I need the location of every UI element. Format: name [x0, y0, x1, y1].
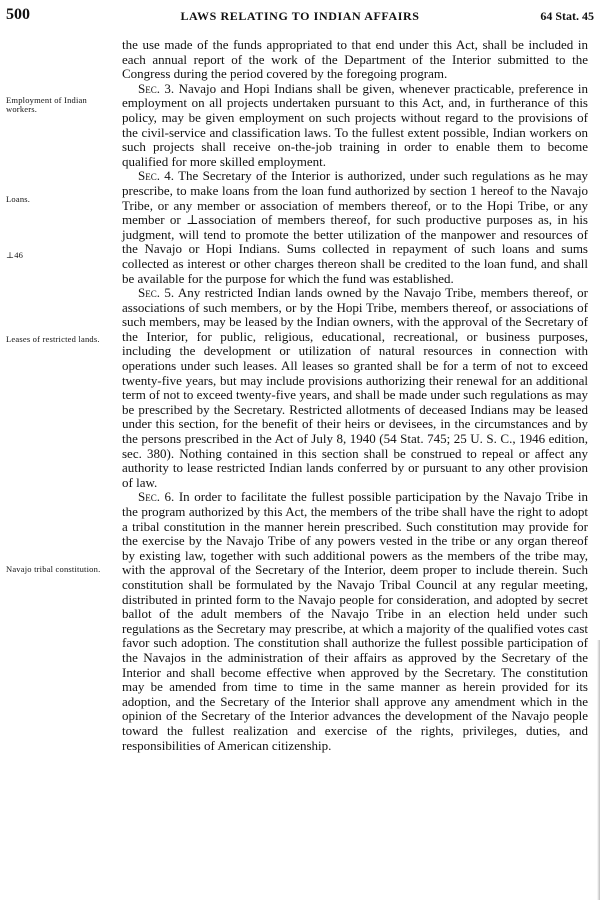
statute-reference: 64 Stat. 45 [540, 9, 594, 23]
margin-note-tribal-constitution: Navajo tribal constitution. [6, 564, 101, 574]
section-4-text: The Secretary of the Interior is authorized, under such regulations as he may prescribe, to make loans from the loan fund authorized by section 1 hereof to the Navajo Tribe, or any member or association of members thereof, or to the Hopi Tribe, or any member or ⊥association of members thereof, for such productive purposes as, in his judgment, will tend to promote the better utilization of the manpower and resources of the Navajo or Hopi Indians. Sums collected in repayment of such loans and sums collected as interest or other charges thereon shall be credited to the loan fund, and shall be available for the purpose for which the fund was established. [122, 168, 588, 286]
continuation-paragraph: the use made of the funds appropriated to that end under this Act, shall be included in each annual report of the work of the Department of the Interior submitted to the Congress during the period covered by the foregoing program. [122, 37, 588, 82]
section-6-paragraph [122, 490, 588, 753]
running-title: LAWS RELATING TO INDIAN AFFAIRS [180, 9, 420, 23]
margin-note-employment: Employment of Indian workers. [6, 95, 87, 114]
statute-body [122, 38, 588, 753]
section-4-label: Sec. 4. [138, 168, 175, 184]
section-6-text: In order to facilitate the fullest possible participation by the Navajo Tribe in the program authorized by this Act, the members of the tribe shall have the right to adopt a tribal constitution in the manner herein prescribed. Such constitution may provide for the exercise by the Navajo Tribe of any powers vested in the tribe or any organ thereof by existing law, together with such additional powers as the members of the tribe may, with the approval of the Secretary of the Interior, deem proper to include therein. Such constitution shall be formulated by the Navajo Tribal Council at any regular meeting, distributed in printed form to the Navajo people for consideration, and adopted by secret ballot of the adult members of the Navajo Tribe in an election held under such regulations as the Secretary may prescribe, at which a majority of the qualified votes cast favor such adoption. The constitution shall authorize the fullest possible participation of the Navajos in the administration of their affairs as approved by the Secretary of the Interior and shall become effective when approved by the Secretary. The constitution may be amended from time to time in the same manner as herein provided for its adoption, and the Secretary of the Interior shall approve any amendment which in the opinion of the Secretary of the Interior advances the development of the Navajo people toward the fullest realization and exercise of the rights, privileges, duties, and responsibilities of American citizenship. [122, 489, 588, 753]
section-3-text: Navajo and Hopi Indians shall be given, whenever practicable, preference in employment on all projects undertaken pursuant to this Act, and, in furtherance of this policy, may be given employment on such projects without regard to the provisions of the civil-service and classification laws. To the fullest extent possible, Indian workers on such projects shall receive on-the-job training in order to enable them to become qualified for more skilled employment. [122, 80, 589, 169]
section-6-label: Sec. 6. [138, 489, 175, 505]
section-5-text: Any restricted Indian lands owned by the Navajo Tribe, members thereof, or associations of such members, or by the Hopi Tribe, members thereof, or associations of such members, may be leased by the Indian owners, with the approval of the Secretary of the Interior, for public, religious, educational, recreational, or business purposes, including the development or utilization of natural resources in connection with operations under such leases. All leases so granted shall be for a term of not to exceed twenty-five years, but may include provisions authorizing their renewal for an additional term of not to exceed twenty-five years, and shall be made under such regulations as may be prescribed by the Secretary. Restricted allotments of deceased Indians may be leased under this section, for the benefit of their heirs or devisees, in the circumstances and by the persons prescribed in the Act of July 8, 1940 (54 Stat. 745; 25 U. S. C., 1946 edition, sec. 380). Nothing contained in this section shall be construed to repeal or affect any authority to lease restricted Indian lands conferred by or pursuant to any other provision of law. [122, 285, 588, 490]
section-5-label: Sec. 5. [138, 285, 175, 301]
section-3-label: Sec. 3. [138, 80, 175, 96]
margin-note-loans: Loans. [6, 194, 31, 204]
section-5-paragraph [122, 286, 588, 490]
section-4-paragraph [122, 169, 588, 286]
margin-note-page-break-marker: ⊥46 [6, 250, 24, 260]
section-3-paragraph [122, 82, 588, 170]
page-number: 500 [6, 6, 30, 23]
page-header [6, 6, 594, 28]
margin-note-leases: Leases of restricted lands. [6, 334, 100, 344]
